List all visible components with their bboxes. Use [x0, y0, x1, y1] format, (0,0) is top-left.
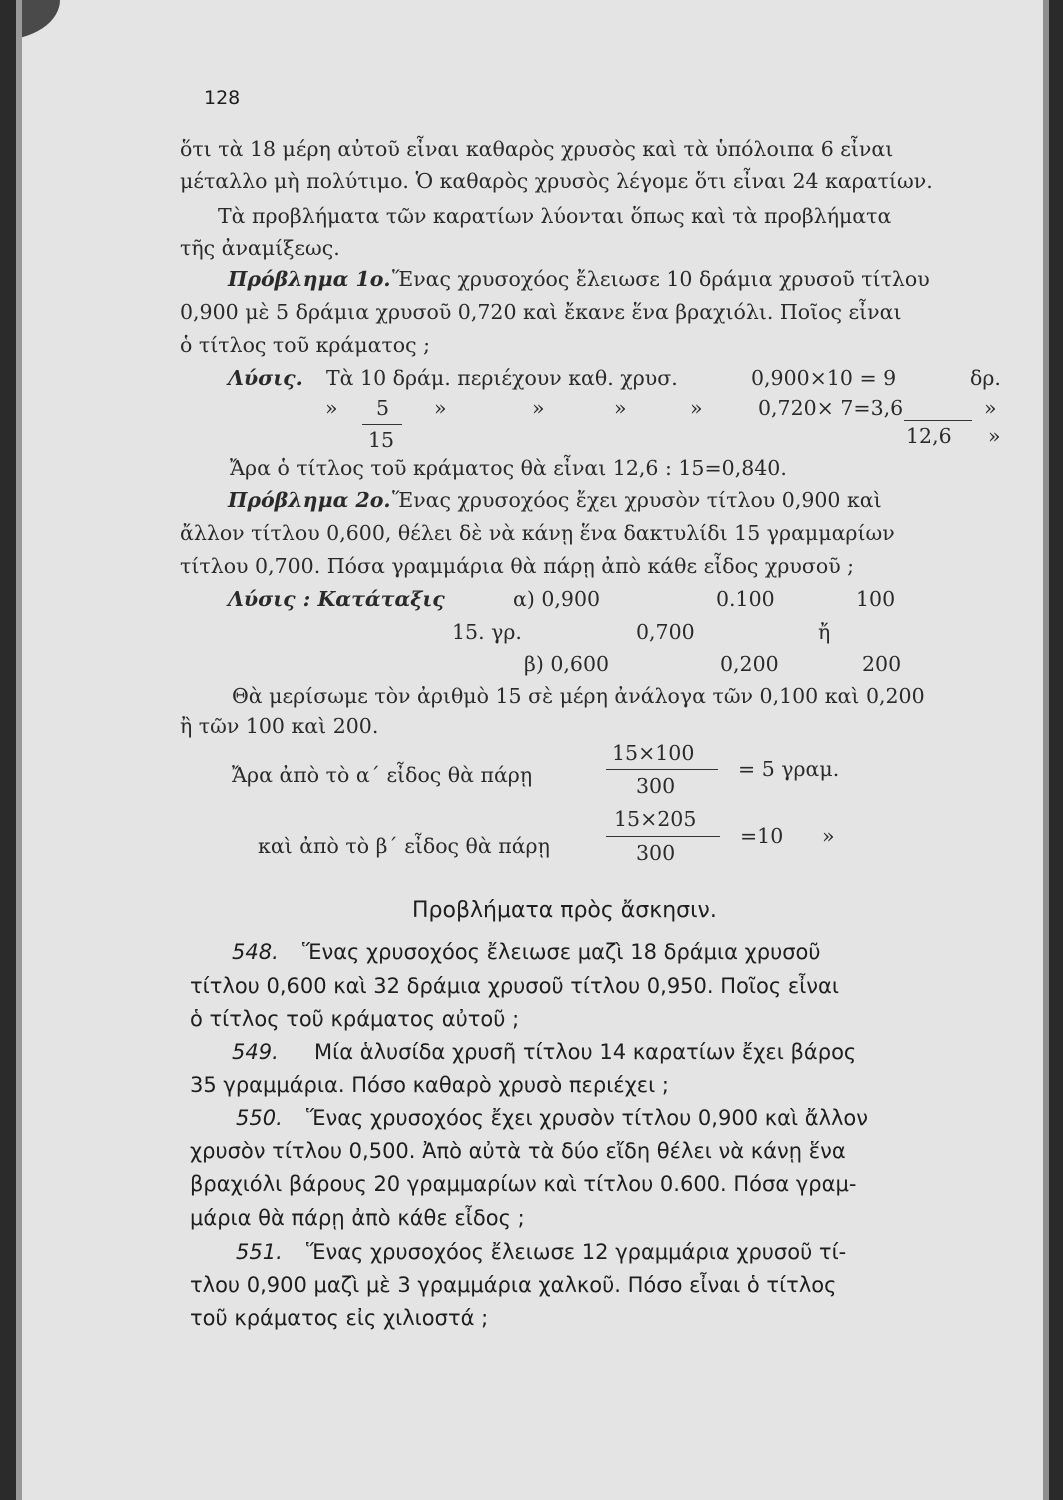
equation-1-numerator: 15×100 — [612, 741, 695, 765]
solution-1-total: 15 — [368, 428, 395, 452]
exercise-550-text: μάρια θὰ πάρῃ ἀπὸ κάθε εἶδος ; — [190, 1206, 525, 1230]
equation-2-result: =10 — [740, 824, 784, 848]
solution-2-label: Λύσις : Κατάταξις — [228, 587, 445, 611]
solution-1-row1-calc: 0,900×10 = 9 — [751, 366, 897, 390]
table-b-part: 200 — [862, 652, 902, 676]
table-a-value: α) 0,900 — [513, 587, 601, 611]
scan-edge-right — [1049, 0, 1063, 1500]
table-total: 15. γρ. — [452, 620, 522, 644]
ditto-mark: » — [532, 396, 545, 420]
exercise-548-number: 548. — [232, 940, 279, 964]
sum-rule — [904, 420, 972, 421]
ditto-mark: » — [434, 396, 447, 420]
fraction-bar — [606, 769, 718, 770]
solution-1-result: 12,6 — [906, 424, 952, 448]
exercise-549-text: 35 γραμμάρια. Πόσο καθαρὸ χρυσὸ περιέχει ; — [190, 1073, 669, 1097]
intro-line: τῆς ἀναμίξεως. — [180, 236, 340, 260]
exercise-551-text: Ἕνας χρυσοχόος ἔλειωσε 12 γραμμάρια χρυσοῦ τί- — [306, 1240, 847, 1264]
problem-2-text: τίτλου 0,700. Πόσα γραμμάρια θὰ πάρῃ ἀπὸ κάθε εἶδος χρυσοῦ ; — [180, 554, 855, 578]
exercise-549-number: 549. — [232, 1040, 279, 1064]
intro-line: ὅτι τὰ 18 μέρη αὐτοῦ εἶναι καθαρὸς χρυσὸς καὶ τὰ ὑπόλοιπα 6 εἶναι — [180, 137, 894, 161]
problem-2-text: ἄλλον τίτλου 0,600, θέλει δὲ νὰ κάνῃ ἕνα δακτυλίδι 15 γραμμαρίων — [180, 521, 895, 545]
table-target: 0,700 — [636, 620, 695, 644]
problem-1-text: 0,900 μὲ 5 δράμια χρυσοῦ 0,720 καὶ ἔκανε ἕνα βραχιόλι. Ποῖος εἶναι — [180, 300, 902, 324]
ditto-mark: » — [822, 824, 835, 848]
exercise-550-text: Ἕνας χρυσοχόος ἔχει χρυσὸν τίτλου 0,900 καὶ ἄλλον — [306, 1106, 869, 1130]
solution-2-text: ἢ τῶν 100 καὶ 200. — [180, 714, 379, 738]
page-number: 128 — [204, 87, 241, 109]
exercises-heading: Προβλήματα πρὸς ἄσκησιν. — [412, 898, 717, 923]
equation-2-denominator: 300 — [636, 841, 676, 865]
exercise-548-text: ὁ τίτλος τοῦ κράματος αὐτοῦ ; — [190, 1007, 520, 1031]
ditto-mark: » — [984, 396, 997, 420]
problem-1-label: Πρόβλημα 1ο. — [228, 267, 391, 291]
exercise-549-text: Μία ἁλυσίδα χρυσῆ τίτλου 14 καρατίων ἔχει βάρος — [314, 1040, 857, 1064]
table-or: ἤ — [818, 620, 831, 644]
intro-line: Τὰ προβλήματα τῶν καρατίων λύονται ὅπως καὶ τὰ προβλήματα — [218, 204, 892, 228]
exercise-548-text: τίτλου 0,600 καὶ 32 δράμια χρυσοῦ τίτλου 0,950. Ποῖος εἶναι — [190, 974, 839, 998]
intro-line: μέταλλο μὴ πολύτιμο. Ὁ καθαρὸς χρυσὸς λέγομε ὅτι εἶναι 24 καρατίων. — [180, 169, 933, 193]
scan-edge-left — [0, 0, 16, 1500]
solution-1-conclusion: Ἄρα ὁ τίτλος τοῦ κράματος θὰ εἶναι 12,6 : 15=0,840. — [230, 456, 787, 480]
fraction-bar — [606, 836, 720, 837]
problem-2-text: Ἕνας χρυσοχόος ἔχει χρυσὸν τίτλου 0,900 καὶ — [392, 488, 882, 512]
solution-1-row1-text: Τὰ 10 δράμ. περιέχουν καθ. χρυσ. — [326, 366, 678, 390]
equation-2-numerator: 15×205 — [614, 807, 697, 831]
exercise-548-text: Ἕνας χρυσοχόος ἔλειωσε μαζὶ 18 δράμια χρυσοῦ — [302, 940, 821, 964]
table-a-part: 100 — [856, 587, 896, 611]
problem-1-text: ὁ τίτλος τοῦ κράματος ; — [180, 333, 431, 357]
problem-2-label: Πρόβλημα 2ο. — [228, 488, 391, 512]
exercise-551-number: 551. — [236, 1240, 283, 1264]
exercise-550-text: χρυσὸν τίτλου 0,500. Ἀπὸ αὐτὰ τὰ δύο εἴδη θέλει νὰ κάνῃ ἕνα — [190, 1139, 846, 1163]
solution-1-row2-calc: 0,720× 7=3,6 — [758, 396, 904, 420]
exercise-551-text: τλου 0,900 μαζὶ μὲ 3 γραμμάρια χαλκοῦ. Πόσο εἶναι ὁ τίτλος — [190, 1273, 837, 1297]
ditto-mark: » — [325, 396, 338, 420]
ditto-mark: » — [690, 396, 703, 420]
exercise-551-text: τοῦ κράματος εἰς χιλιοστά ; — [190, 1306, 489, 1330]
ditto-mark: » — [614, 396, 627, 420]
ditto-mark: » — [988, 424, 1001, 448]
exercise-550-number: 550. — [236, 1106, 283, 1130]
solution-1-row1-unit: δρ. — [970, 366, 1001, 390]
exercise-550-text: βραχιόλι βάρους 20 γραμμαρίων καὶ τίτλου 0.600. Πόσα γραμ- — [190, 1172, 857, 1196]
solution-2-text: Θὰ μερίσωμε τὸν ἀριθμὸ 15 σὲ μέρη ἀνάλογα τῶν 0,100 καὶ 0,200 — [232, 684, 925, 708]
table-b-diff: 0,200 — [720, 652, 779, 676]
solution-1-label: Λύσις. — [228, 366, 303, 390]
table-a-diff: 0.100 — [716, 587, 775, 611]
solution-1-row2-amount: 5 — [376, 396, 390, 420]
equation-1-denominator: 300 — [636, 774, 676, 798]
sum-rule — [362, 424, 402, 425]
equation-2-text: καὶ ἀπὸ τὸ β΄ εἶδος θὰ πάρῃ — [258, 834, 550, 858]
table-b-value: β) 0,600 — [524, 652, 610, 676]
problem-1-text: Ἕνας χρυσοχόος ἔλειωσε 10 δράμια χρυσοῦ τίτλου — [392, 267, 930, 291]
equation-1-result: = 5 γραμ. — [738, 757, 840, 781]
equation-1-text: Ἄρα ἀπὸ τὸ α΄ εἶδος θὰ πάρῃ — [232, 763, 533, 787]
